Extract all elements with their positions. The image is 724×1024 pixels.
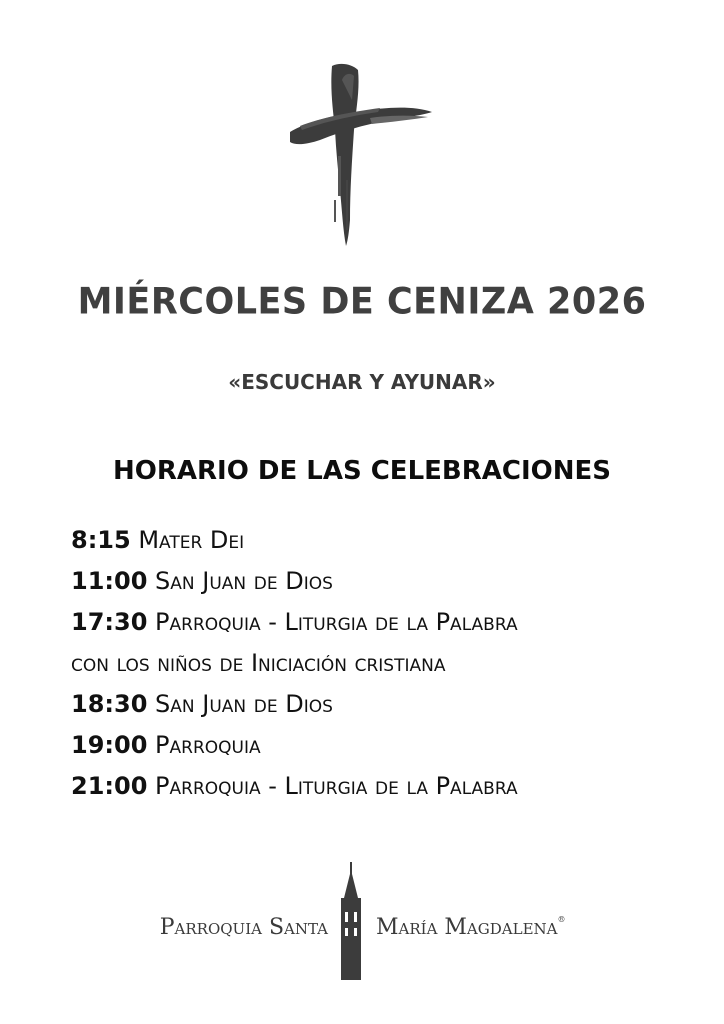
schedule-list <box>71 520 711 807</box>
schedule-item <box>71 520 711 561</box>
ash-cross-icon <box>280 60 440 250</box>
schedule-item <box>71 602 711 643</box>
parish-name-left: Parroquia Santa <box>159 915 328 940</box>
schedule-item-continuation <box>71 643 711 684</box>
schedule-place: Parroquia - Liturgia de la Palabra <box>155 608 518 636</box>
registered-mark: ® <box>557 915 566 924</box>
schedule-place: con los niños de Iniciación cristiana <box>71 649 446 677</box>
schedule-item <box>71 561 711 602</box>
schedule-time: 8:15 <box>71 526 131 554</box>
schedule-time: 11:00 <box>71 567 148 595</box>
schedule-item <box>71 684 711 725</box>
schedule-place: Parroquia <box>155 731 261 759</box>
schedule-item <box>71 725 711 766</box>
schedule-heading: HORARIO DE LAS CELEBRACIONES <box>113 456 611 486</box>
schedule-time: 21:00 <box>71 772 148 800</box>
church-tower-icon <box>335 862 367 980</box>
schedule-place: San Juan de Dios <box>155 567 333 595</box>
parish-name-right-text: María Magdalena <box>376 915 558 940</box>
schedule-time: 19:00 <box>71 731 148 759</box>
schedule-item <box>71 766 711 807</box>
schedule-time: 17:30 <box>71 608 148 636</box>
schedule-time: 18:30 <box>71 690 148 718</box>
schedule-place: Parroquia - Liturgia de la Palabra <box>155 772 518 800</box>
schedule-place: San Juan de Dios <box>155 690 333 718</box>
page-title: MIÉRCOLES DE CENIZA 2026 <box>77 281 647 323</box>
schedule-place: Mater Dei <box>138 526 245 554</box>
subtitle: «ESCUCHAR Y AYUNAR» <box>228 370 496 394</box>
parish-name-right <box>376 915 565 940</box>
